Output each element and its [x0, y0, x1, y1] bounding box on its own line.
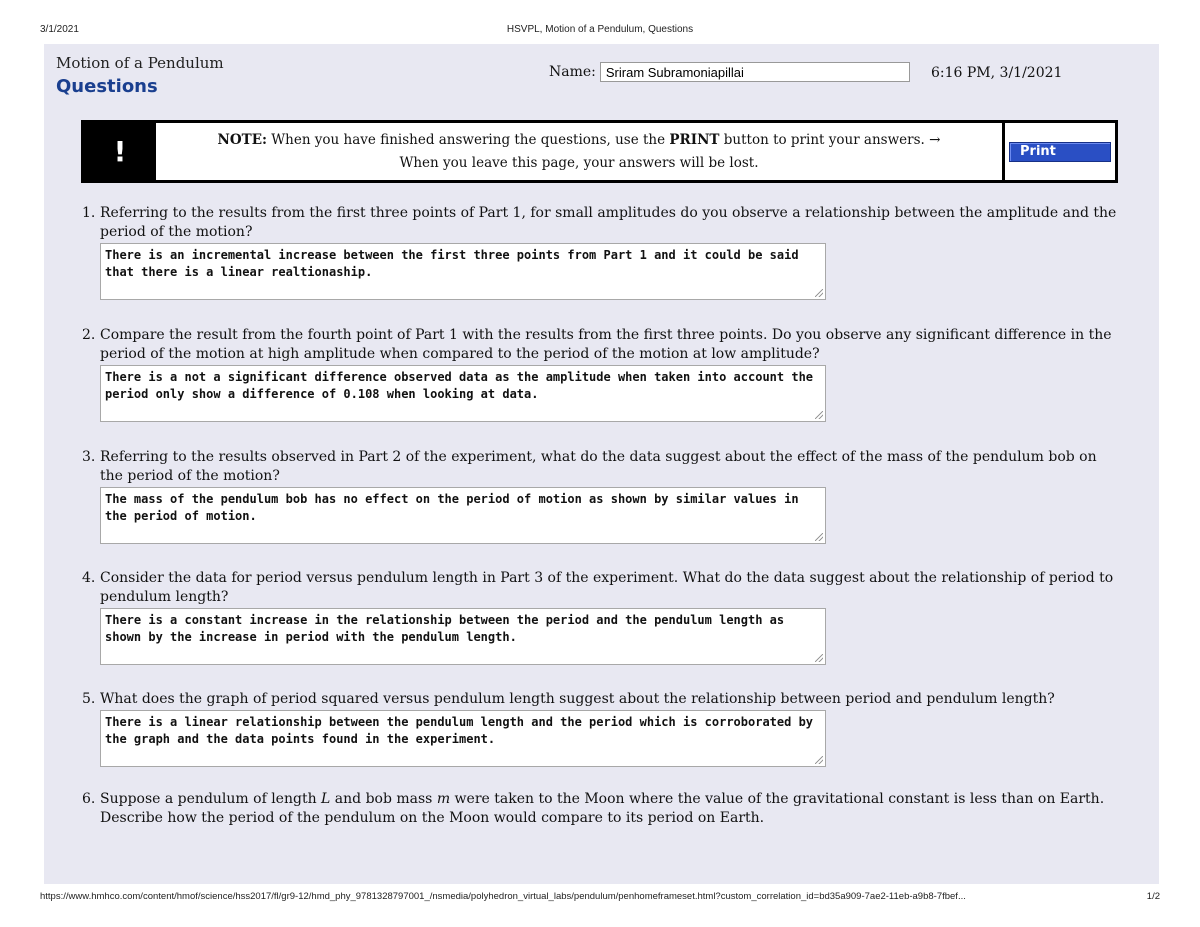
resize-grip-icon[interactable]: [815, 654, 823, 662]
answer-textarea-3[interactable]: [100, 487, 826, 544]
answer-text: The mass of the pendulum bob has no effect on the period of motion as shown by similar values in the period of motion.: [105, 492, 806, 523]
lab-title: Motion of a Pendulum: [56, 54, 224, 72]
question-text-part: and bob mass: [330, 791, 437, 807]
question-number: 3.: [82, 449, 96, 465]
questions-panel: [44, 44, 1159, 884]
print-button-cell: [1005, 123, 1115, 180]
answer-textarea-4[interactable]: [100, 608, 826, 665]
answer-textarea-1[interactable]: [100, 243, 826, 300]
question-text: Referring to the results from the first three points of Part 1, for small amplitudes do you observe a relationship between the amplitude and the period of the motion?: [100, 205, 1117, 240]
name-input[interactable]: [600, 62, 910, 82]
question-text: Referring to the results observed in Part 2 of the experiment, what do the data suggest about the effect of the mass of the pendulum bob on the period of the motion?: [100, 449, 1097, 484]
question-text-part: Suppose a pendulum of length: [100, 791, 322, 807]
resize-grip-icon[interactable]: [815, 411, 823, 419]
page-title: Questions: [56, 76, 158, 97]
answer-text: There is a linear relationship between the pendulum length and the period which is corroborated by the graph and the data points found in the experiment.: [105, 715, 821, 746]
page-number: 1/2: [1146, 891, 1160, 902]
note-line-2: When you leave this page, your answers will be lost.: [399, 155, 759, 171]
resize-grip-icon[interactable]: [815, 289, 823, 297]
exclamation-icon: !: [84, 123, 156, 180]
print-footer: [40, 891, 1160, 905]
note-line-1: [156, 129, 1002, 152]
question-3: [82, 448, 1122, 544]
question-6: [82, 790, 1122, 828]
question-1: [82, 204, 1122, 300]
question-4: [82, 569, 1122, 665]
print-doc-title: HSVPL, Motion of a Pendulum, Questions: [506, 24, 694, 35]
print-button[interactable]: Print: [1009, 142, 1111, 162]
question-number: 2.: [82, 327, 96, 343]
question-number: 4.: [82, 570, 96, 586]
variable-L: L: [321, 791, 331, 807]
question-number: 6.: [82, 791, 96, 807]
note-text-after: button to print your answers. →: [719, 132, 941, 148]
timestamp: 6:16 PM, 3/1/2021: [931, 65, 1063, 81]
answer-text: There is a constant increase in the relationship between the period and the pendulum length as shown by the increase in period with the pendulum length.: [105, 613, 792, 644]
resize-grip-icon[interactable]: [815, 533, 823, 541]
note-text: [156, 123, 1005, 180]
variable-m: m: [436, 791, 451, 807]
note-print-word: PRINT: [669, 132, 720, 148]
note-box: [81, 120, 1118, 183]
answer-text: There is a not a significant difference observed data as the amplitude when taken into account the period only show a difference of 0.108 when looking at data.: [105, 370, 821, 401]
question-text: Compare the result from the fourth point of Part 1 with the results from the first three points. Do you observe any significant difference in the period of the motion at high amplitude when compared to the period of the motion at low amplitude?: [100, 327, 1112, 362]
question-5: [82, 690, 1122, 767]
answer-textarea-2[interactable]: [100, 365, 826, 422]
answer-text: There is an incremental increase between the first three points from Part 1 and it could be said that there is a linear realtionaship.: [105, 248, 806, 279]
name-label: Name:: [549, 64, 596, 80]
print-date: 3/1/2021: [40, 24, 79, 35]
answer-textarea-5[interactable]: [100, 710, 826, 767]
name-row: [549, 62, 910, 82]
print-header: [40, 24, 1160, 38]
resize-grip-icon[interactable]: [815, 756, 823, 764]
question-text-part: were taken to the Moon where the value of the gravitational constant is less than on Earth. Describe how the period of the pendulum on the Moon would compare to its period on Earth.: [100, 791, 1105, 826]
question-text: Consider the data for period versus pendulum length in Part 3 of the experiment. What do the data suggest about the relationship of period to pendulum length?: [100, 570, 1114, 605]
note-text-before: When you have finished answering the questions, use the: [266, 132, 670, 148]
question-number: 5.: [82, 691, 96, 707]
print-url: https://www.hmhco.com/content/hmof/science/hss2017/fl/gr9-12/hmd_phy_9781328797001_/nsmedia/polyhedron_virtual_labs/pendulum/penhomeframeset.html?custom_correlation_id=bd35a909-7ae2-11eb-a9b8-7fbef...: [40, 891, 966, 902]
question-2: [82, 326, 1122, 422]
note-label: NOTE:: [217, 132, 267, 148]
question-text: What does the graph of period squared versus pendulum length suggest about the relationship between period and pendulum length?: [100, 691, 1055, 707]
question-number: 1.: [82, 205, 96, 221]
question-text: [100, 790, 1122, 828]
